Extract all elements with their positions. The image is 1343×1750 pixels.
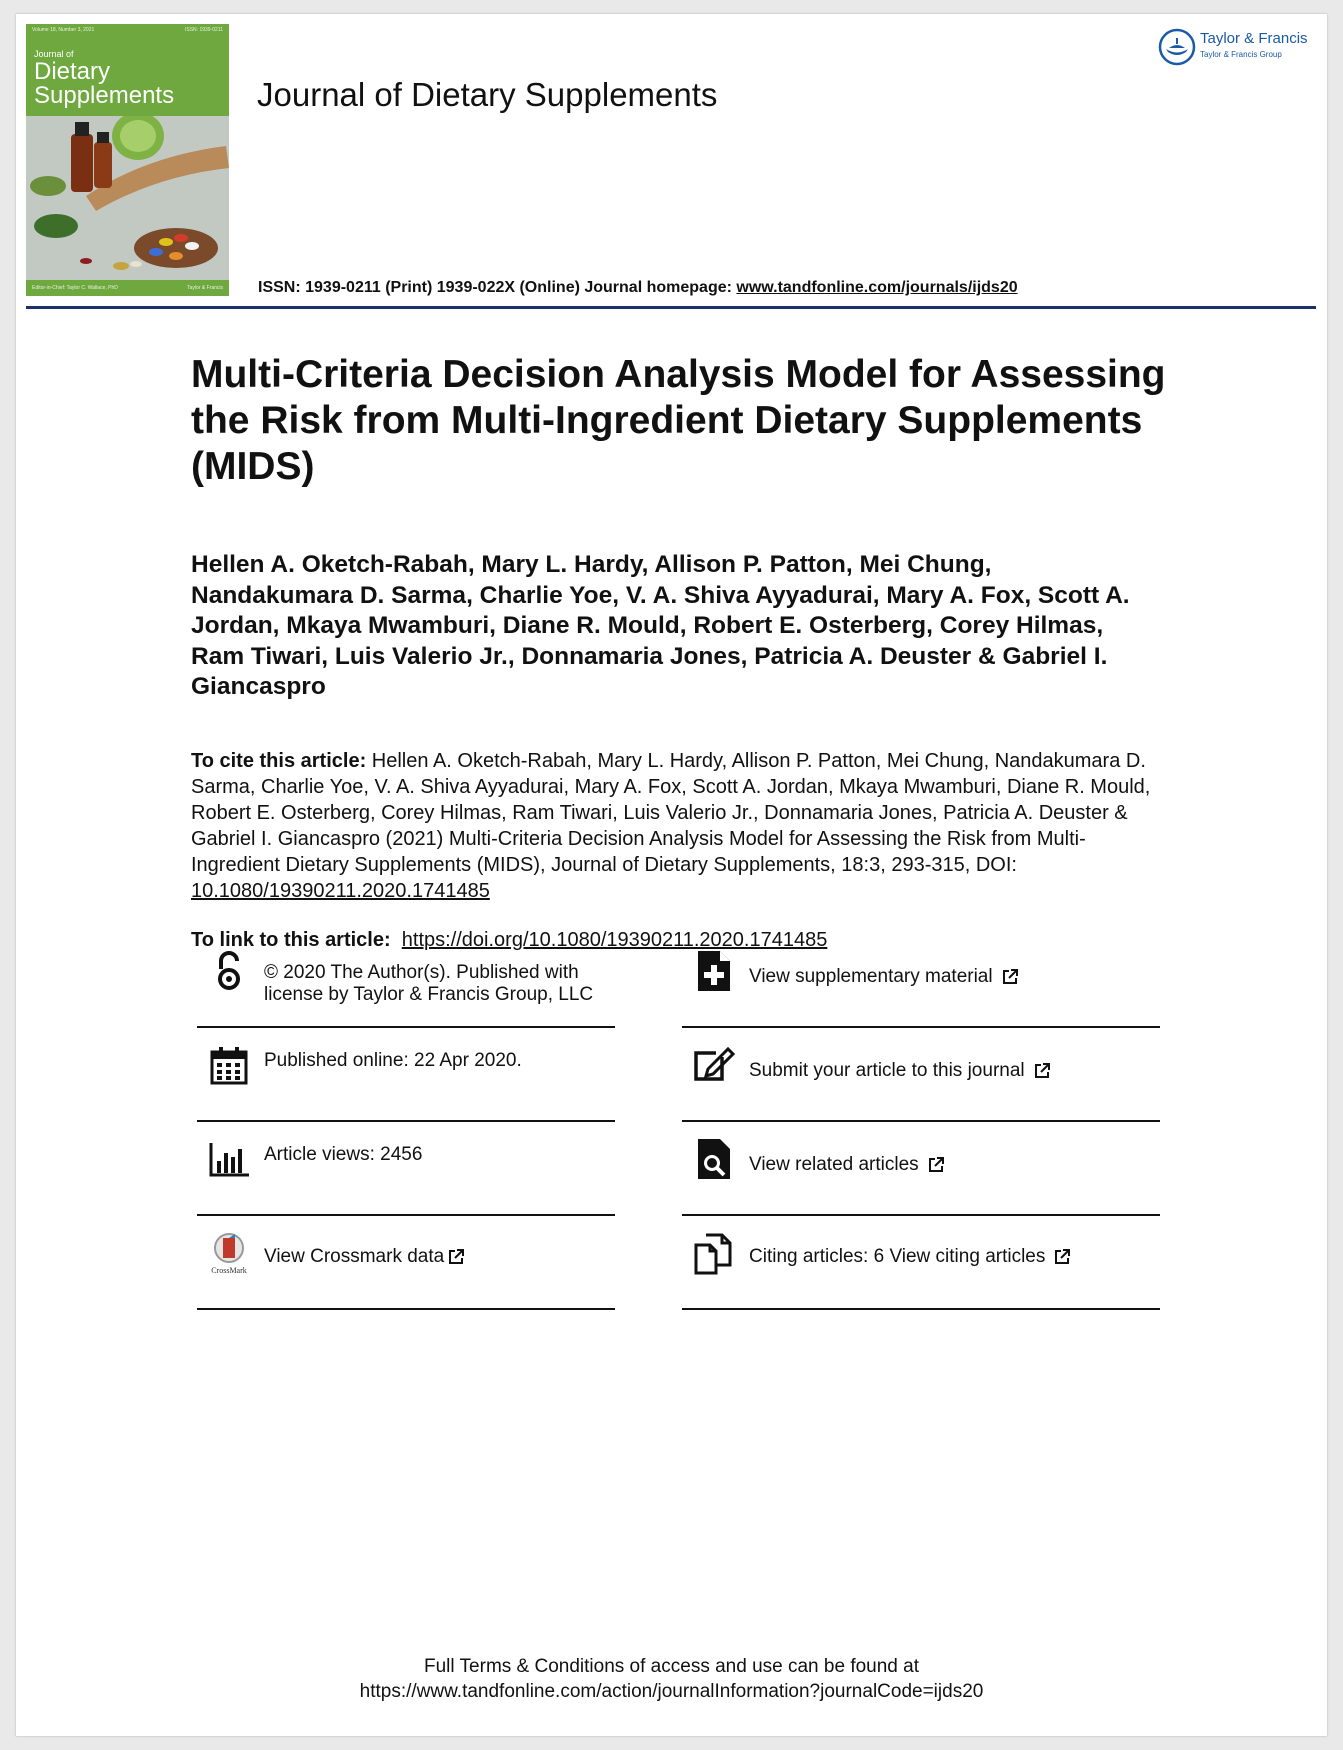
edit-icon [692,1043,736,1087]
supplementary-text: View supplementary material [749,966,993,987]
file-plus-icon [692,949,736,993]
open-access-row [197,934,615,1028]
issn-text: ISSN: 1939-0211 (Print) 1939-022X (Online) Journal homepage: [258,279,732,296]
citing-articles-text: Citing articles: 6 View citing articles [749,1246,1046,1267]
external-link-icon [447,1248,465,1266]
citation-doi-link[interactable]: 10.1080/19390211.2020.1741485 [191,880,490,902]
supplementary-link[interactable] [749,966,1019,988]
cover-issn-text: ISSN: 1939-0211 [185,27,223,33]
citation-label: To cite this article: [191,750,367,772]
cover-bottom-strip [26,280,229,296]
external-link-icon [1001,968,1019,986]
article-doi-url-link[interactable]: https://doi.org/10.1080/19390211.2020.1741485 [401,929,828,951]
citation-text: Hellen A. Oketch-Rabah, Mary L. Hardy, Allison P. Patton, Mei Chung, Nandakumara D. Sarma, Charlie Yoe, V. A. Shiva Ayyadurai, Mary A. Fox, Scott A. Jordan, Mkaya Mwamburi, Diane R. Mould, Robert E. Osterberg, Corey Hilmas, Ram Tiwari, Luis Valerio Jr., Donnamaria Jones, Patricia A. Deuster & Gabriel I. Giancaspro (2021) Multi-Criteria Decision Analysis Model for Assessing the Risk from Multi-Ingredient Dietary Supplements (MIDS), Journal of Dietary Supplements, 18:3, 293-315, DOI: [191,750,1151,876]
crossmark-icon [207,1231,251,1275]
pdf-page [16,14,1327,1736]
crossmark-row[interactable] [197,1216,615,1310]
copy-icon [692,1231,736,1275]
related-articles-row[interactable] [682,1122,1160,1216]
citing-articles-row[interactable] [682,1216,1160,1310]
cover-volume-text: Volume 18, Number 3, 2021 [32,27,95,33]
related-articles-text: View related articles [749,1154,919,1175]
published-online-row [197,1028,615,1122]
bar-chart-icon [207,1137,251,1181]
article-views-row [197,1122,615,1216]
article-authors: Hellen A. Oketch-Rabah, Mary L. Hardy, Allison P. Patton, Mei Chung, Nandakumara D. Sarma, Charlie Yoe, V. A. Shiva Ayyadurai, Mary A. Fox, Scott A. Jordan, Mkaya Mwamburi, Diane R. Mould, Robert E. Osterberg, Corey Hilmas, Ram Tiwari, Luis Valerio Jr., Donnamaria Jones, Patricia A. Deuster & Gabriel I. Giancaspro [191,551,1130,700]
article-views-text: Article views: 2456 [264,1144,423,1165]
footer-line1: Full Terms & Conditions of access and use can be found at [424,1656,919,1677]
publisher-lamp-icon [1158,28,1196,66]
calendar-icon [207,1043,251,1087]
publisher-group: Taylor & Francis Group [1200,50,1282,59]
issn-line [258,279,1018,297]
cover-photo-illustration [26,116,229,280]
cover-publisher-text: Taylor & Francis [187,285,223,291]
header-rule [26,306,1316,309]
publisher-name: Taylor & Francis [1200,30,1308,47]
supplementary-row[interactable] [682,934,1160,1028]
open-access-icon [207,949,251,993]
journal-homepage-link[interactable]: www.tandfonline.com/journals/ijds20 [736,279,1018,296]
search-document-icon [692,1137,736,1181]
external-link-icon [1053,1248,1071,1266]
external-link-icon [927,1156,945,1174]
cover-editor-text: Editor-in-Chief: Taylor C. Wallace, PhD [32,285,118,291]
footer-terms-link[interactable]: https://www.tandfonline.com/action/journalInformation?journalCode=ijds20 [359,1681,984,1702]
publisher-logo[interactable] [1158,26,1318,72]
article-title: Multi-Criteria Decision Analysis Model for Assessing the Risk from Multi-Ingredient Dietary Supplements (MIDS) [191,353,1166,488]
submit-article-text: Submit your article to this journal [749,1060,1025,1081]
related-articles-link[interactable] [749,1154,945,1176]
crossmark-text: View Crossmark data [264,1246,445,1267]
crossmark-link[interactable] [264,1246,465,1268]
cover-title-line1: Dietary [34,58,111,85]
submit-article-row[interactable] [682,1028,1160,1122]
article-link-label: To link to this article: [191,929,391,951]
terms-footer [16,1654,1327,1704]
external-link-icon [1033,1062,1051,1080]
cover-title-line2: Supplements [34,82,175,109]
cover-small-label: Journal of [34,49,74,59]
cover-title [34,60,174,108]
submit-article-link[interactable] [749,1060,1051,1082]
license-text: © 2020 The Author(s). Published with license by Taylor & Francis Group, LLC [264,962,594,1005]
crossmark-icon-label: CrossMark [211,1266,247,1275]
published-online-text: Published online: 22 Apr 2020. [264,1050,522,1071]
citing-articles-link[interactable] [749,1246,1071,1268]
cover-strip [26,24,229,36]
citation-block [191,748,1151,904]
journal-cover-image [26,24,229,296]
journal-name: Journal of Dietary Supplements [257,76,718,113]
